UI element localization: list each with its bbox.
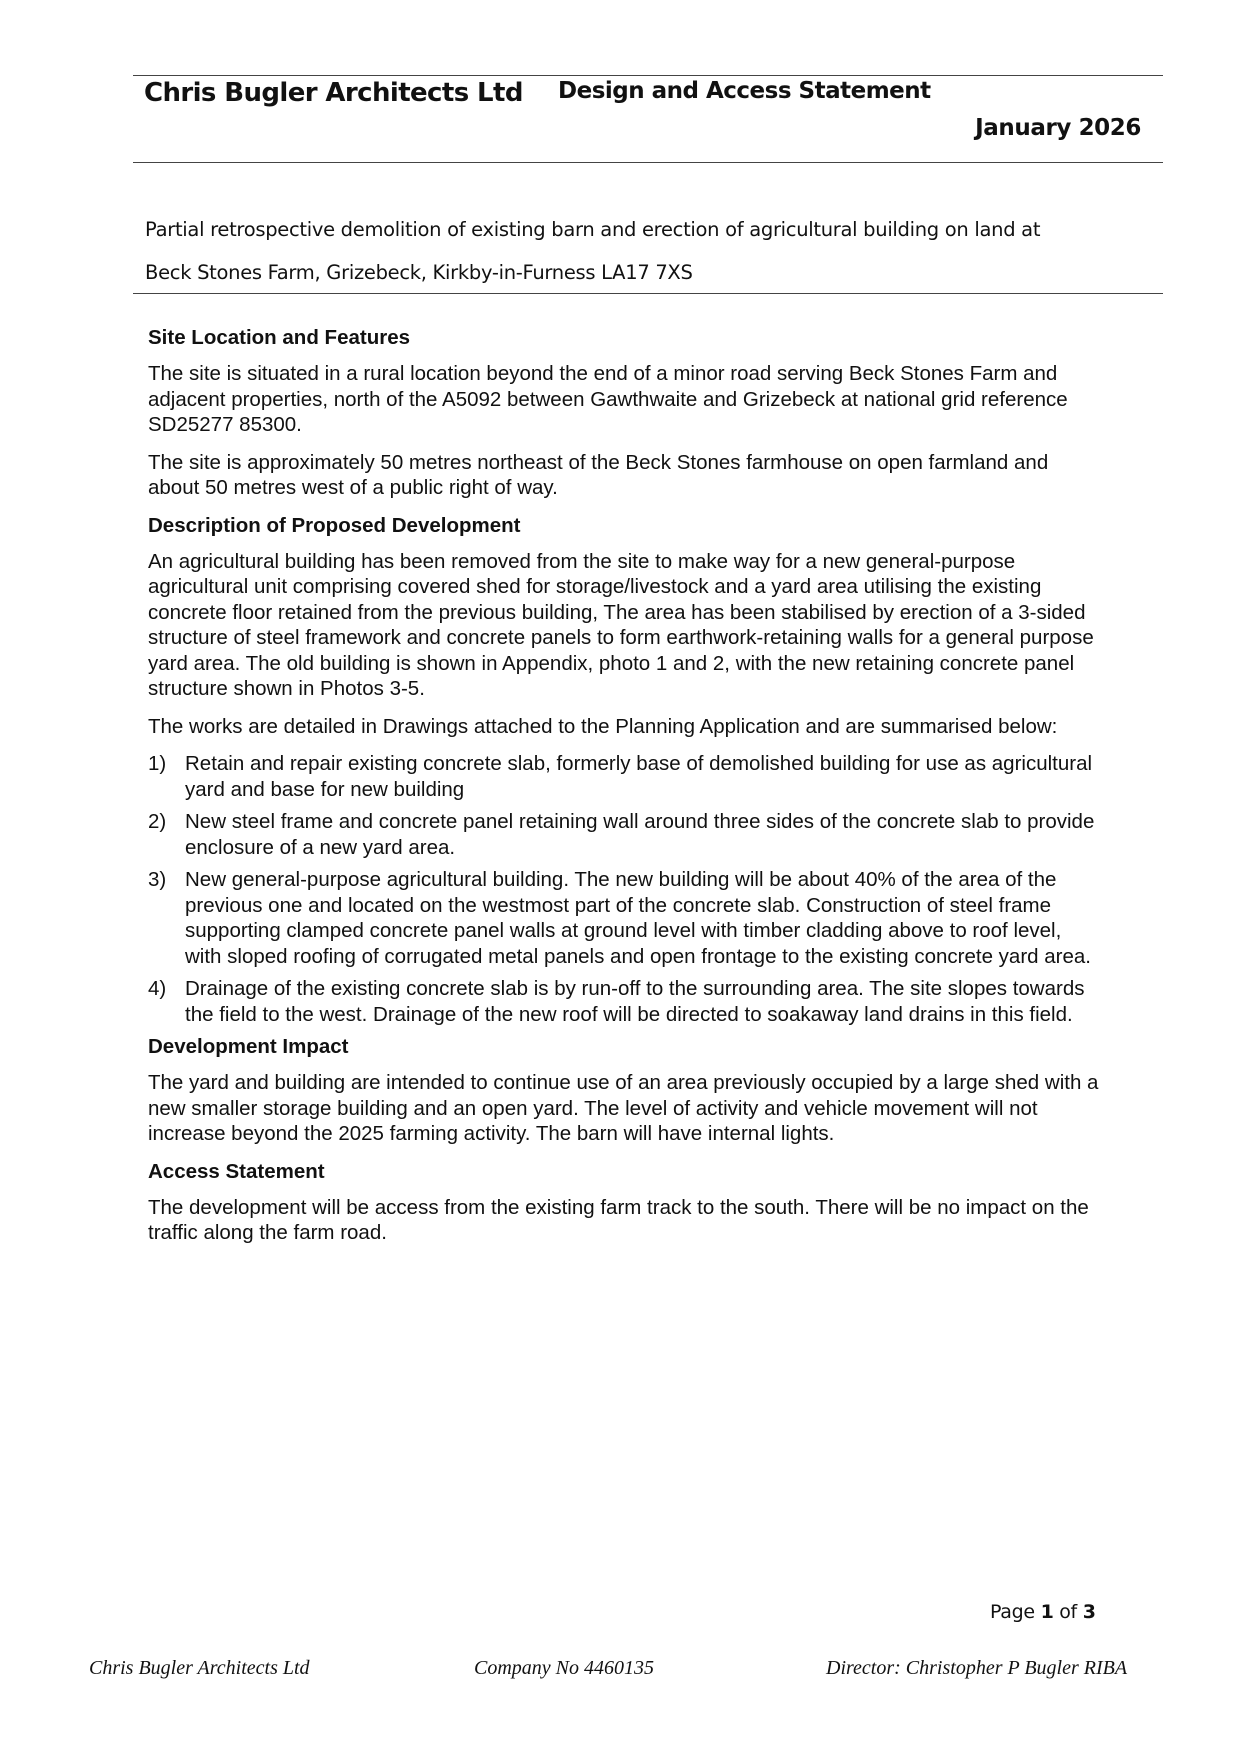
section-heading-access: Access Statement [148, 1159, 325, 1183]
description-paragraph-1: An agricultural building has been removed from the site to make way for a new general-purpose agricultural unit comprising covered shed for storage/livestock and a yard area utilising the existing concrete floor retained from the previous building, The area has been stabilised by erection of a 3-sided structure of steel framework and concrete panels to form earthwork-retaining walls for a general purpose yard area. The old building is shown in Appendix, photo 1 and 2, with the new retaining concrete panel structure shown in Photos 3-5. [148, 549, 1094, 700]
list-item-number: 2) [148, 810, 167, 833]
section-heading-impact: Development Impact [148, 1035, 349, 1058]
header-top-rule [133, 75, 1163, 76]
page-total: 3 [1082, 1601, 1096, 1623]
list-item-number: 4) [148, 977, 167, 1000]
list-item-number: 3) [148, 868, 167, 891]
list-item-text: Drainage of the existing concrete slab is by run-off to the surrounding area. The site slopes towards the field to the west. Drainage of the new roof will be directed to soakaway land drains in this field. [185, 977, 1085, 1026]
document-title: Design and Access Statement [558, 78, 931, 104]
list-item [148, 867, 1103, 969]
project-subject [145, 208, 1155, 294]
access-paragraph: The development will be access from the existing farm track to the south. There will be no impact on the traffic along the farm road. [148, 1195, 1089, 1244]
footer-company-number: Company No 4460135 [474, 1657, 654, 1679]
description-paragraph-2: The works are detailed in Drawings attached to the Planning Application and are summarised below: [148, 714, 1058, 738]
footer-director: Director: Christopher P Bugler RIBA [826, 1657, 1128, 1679]
list-item-text: Retain and repair existing concrete slab, formerly base of demolished building for use as agricultural yard and base for new building [185, 752, 1093, 801]
site-paragraph-1: The site is situated in a rural location beyond the end of a minor road serving Beck Stones Farm and adjacent properties, north of the A5092 between Gawthwaite and Grizebeck at national grid reference SD25277 85300. [148, 362, 1068, 436]
page-number [990, 1601, 1096, 1623]
impact-paragraph: The yard and building are intended to continue use of an area previously occupied by a large shed with a new smaller storage building and an open yard. The level of activity and vehicle movement will not increase beyond the 2025 farming activity. The barn will have internal lights. [148, 1071, 1099, 1145]
subject-rule [133, 293, 1163, 294]
page-label: Page [990, 1601, 1035, 1623]
document-date: January 2026 [975, 115, 1141, 141]
list-item [148, 751, 1103, 802]
section-heading-description: Description of Proposed Development [148, 513, 521, 537]
subject-line-1: Partial retrospective demolition of existing barn and erection of agricultural building on land at [145, 218, 1041, 241]
header-bottom-rule [133, 162, 1163, 163]
subject-line-2: Beck Stones Farm, Grizebeck, Kirkby-in-Furness LA17 7XS [145, 261, 693, 284]
footer-company: Chris Bugler Architects Ltd [89, 1657, 310, 1679]
list-item [148, 809, 1103, 860]
page-current: 1 [1040, 1601, 1054, 1623]
document-body [148, 325, 1103, 1258]
list-item [148, 976, 1103, 1027]
section-heading-site: Site Location and Features [148, 326, 410, 349]
list-item-text: New steel frame and concrete panel retaining wall around three sides of the concrete slab to provide enclosure of a new yard area. [185, 810, 1095, 859]
list-item-number: 1) [148, 752, 167, 775]
header-company-name: Chris Bugler Architects Ltd [144, 78, 523, 108]
page-of: of [1059, 1601, 1077, 1623]
works-list [148, 751, 1103, 1027]
list-item-text: New general-purpose agricultural building. The new building will be about 40% of the area of the previous one and located on the westmost part of the concrete slab. Construction of steel frame supporting clamped concrete panel walls at ground level with timber cladding above to roof level, with sloped roofing of corrugated metal panels and open frontage to the existing concrete yard area. [185, 868, 1091, 968]
site-paragraph-2: The site is approximately 50 metres northeast of the Beck Stones farmhouse on open farmland and about 50 metres west of a public right of way. [148, 450, 1049, 499]
